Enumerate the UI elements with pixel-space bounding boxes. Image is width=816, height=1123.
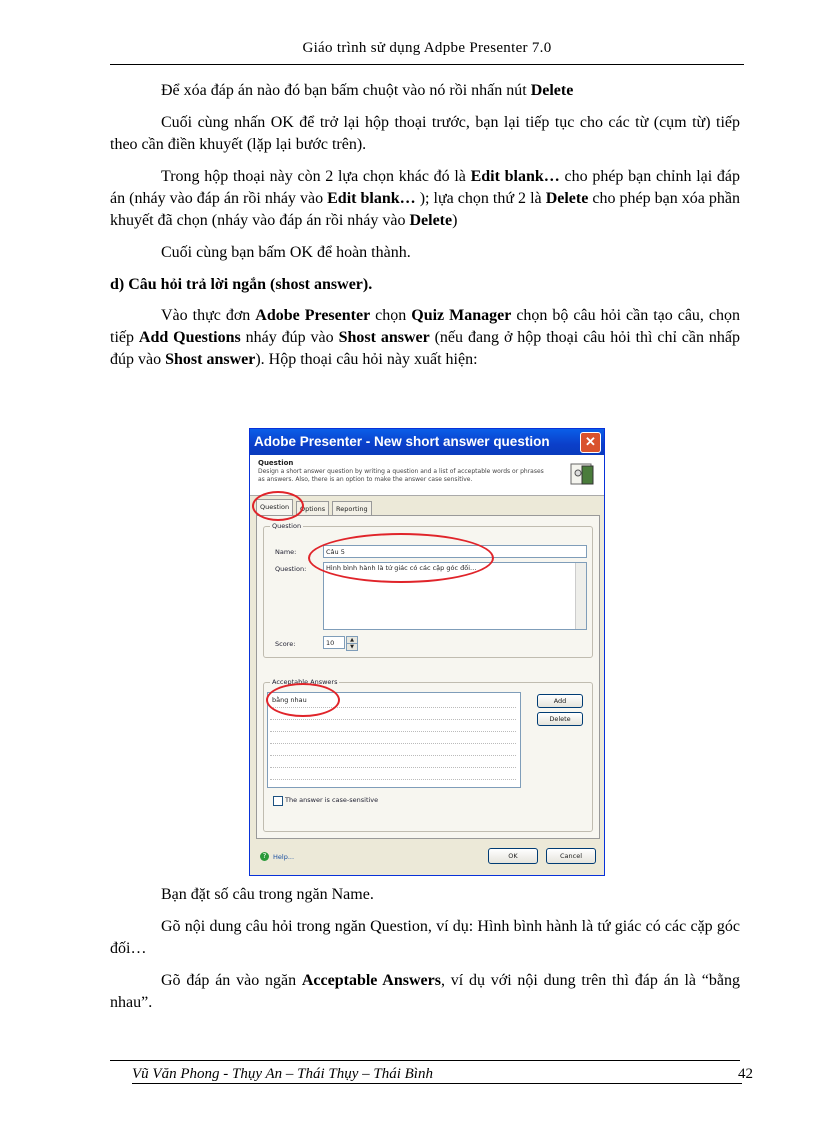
list-row-divider — [270, 731, 516, 732]
wizard-icon — [568, 460, 596, 488]
list-row-divider — [270, 707, 516, 708]
paragraph-answers-field: Gõ đáp án vào ngăn Acceptable Answers, ví dụ với nội dung trên thì đáp án là “bằng nhau”. — [110, 972, 741, 1011]
name-label: Name: — [275, 548, 297, 556]
dialog-title: Adobe Presenter - New short answer question — [254, 434, 550, 449]
document-body — [110, 80, 740, 381]
delete-answer-button[interactable]: Delete — [537, 712, 583, 726]
paragraph-question-field: Gõ nội dung câu hỏi trong ngăn Question, ví dụ: Hình bình hành là tứ giác có các cặp góc đối… — [110, 918, 740, 957]
question-textarea[interactable] — [323, 562, 587, 630]
page-number: 42 — [738, 1066, 753, 1082]
footer-underline — [132, 1083, 742, 1084]
page-header: Giáo trình sử dụng Adpbe Presenter 7.0 — [302, 40, 552, 56]
short-answer-dialog-screenshot — [249, 428, 605, 876]
score-up-icon[interactable]: ▲ — [346, 636, 358, 644]
list-row-divider — [270, 779, 516, 780]
help-link[interactable]: Help... — [273, 853, 295, 861]
list-row-divider — [270, 719, 516, 720]
question-group-label: Question — [272, 522, 302, 530]
question-tab-panel — [256, 515, 600, 839]
list-row-divider — [270, 755, 516, 756]
question-label: Question: — [275, 565, 307, 573]
dialog-titlebar — [250, 429, 604, 455]
score-input[interactable]: 10 — [323, 636, 345, 649]
header-divider — [110, 64, 744, 65]
help-icon[interactable]: ? — [260, 852, 269, 861]
paragraph-name-field: Bạn đặt số câu trong ngăn Name. — [161, 886, 374, 903]
dialog-description-area — [250, 455, 604, 496]
case-sensitive-checkbox[interactable] — [273, 796, 283, 806]
footer-divider — [110, 1060, 740, 1061]
section-description: Design a short answer question by writing a question and a list of acceptable words or phrases as answers. Also, there is an option to make the answer case sensitive. — [258, 468, 544, 483]
paragraph-ok-return: Cuối cùng nhấn OK để trở lại hộp thoại trước, bạn lại tiếp tục cho các từ (cụm từ) tiếp theo cần điền khuyết (lặp lại bước trên). — [110, 114, 740, 153]
question-scrollbar[interactable] — [575, 563, 586, 629]
document-body-continued — [110, 884, 740, 1024]
add-answer-button[interactable]: Add — [537, 694, 583, 708]
cancel-button[interactable]: Cancel — [546, 848, 596, 864]
case-sensitive-label: The answer is case-sensitive — [285, 796, 379, 804]
answers-list[interactable] — [267, 692, 521, 788]
tab-options[interactable]: Options — [296, 501, 329, 516]
answers-group-label: Acceptable Answers — [272, 678, 338, 686]
list-row-divider — [270, 767, 516, 768]
answer-item[interactable]: bằng nhau — [272, 696, 307, 704]
paragraph-finish: Cuối cùng bạn bấm OK để hoàn thành. — [161, 244, 411, 261]
tab-question[interactable]: Question — [256, 499, 293, 516]
tab-reporting[interactable]: Reporting — [332, 501, 372, 516]
paragraph-menu-steps: Vào thực đơn Adobe Presenter chọn Quiz Manager chọn bộ câu hỏi cần tạo câu, chọn tiếp Add Questions nháy đúp vào Shost answer (nếu đang ở hộp thoại câu hỏi thì chỉ cần nhấp đúp vào Shost answer). Hộp thoại câu hỏi này xuất hiện: — [110, 307, 741, 368]
score-label: Score: — [275, 640, 296, 648]
section-heading-short-answer: d) Câu hỏi trả lời ngắn (shost answer). — [110, 276, 373, 293]
close-button[interactable]: ✕ — [580, 432, 601, 453]
list-row-divider — [270, 743, 516, 744]
section-title: Question — [258, 459, 294, 467]
footer-author: Vũ Văn Phong - Thụy An – Thái Thụy – Thái Bình — [132, 1066, 433, 1082]
paragraph-delete-answer: Để xóa đáp án nào đó bạn bấm chuột vào nó rồi nhấn nút Delete — [161, 82, 574, 99]
name-input[interactable]: Câu 5 — [323, 545, 587, 558]
score-down-icon[interactable]: ▼ — [346, 643, 358, 651]
paragraph-edit-blank: Trong hộp thoại này còn 2 lựa chọn khác đó là Edit blank… cho phép bạn chỉnh lại đáp án (nháy vào đáp án rồi nháy vào Edit blank… ); lựa chọn thứ 2 là Delete cho phép bạn xóa phần khuyết đã chọn (nháy vào đáp án rồi nháy vào Delete) — [110, 168, 741, 229]
ok-button[interactable]: OK — [488, 848, 538, 864]
question-text: Hình bình hành là tứ giác có các cặp góc đối… — [326, 564, 477, 572]
